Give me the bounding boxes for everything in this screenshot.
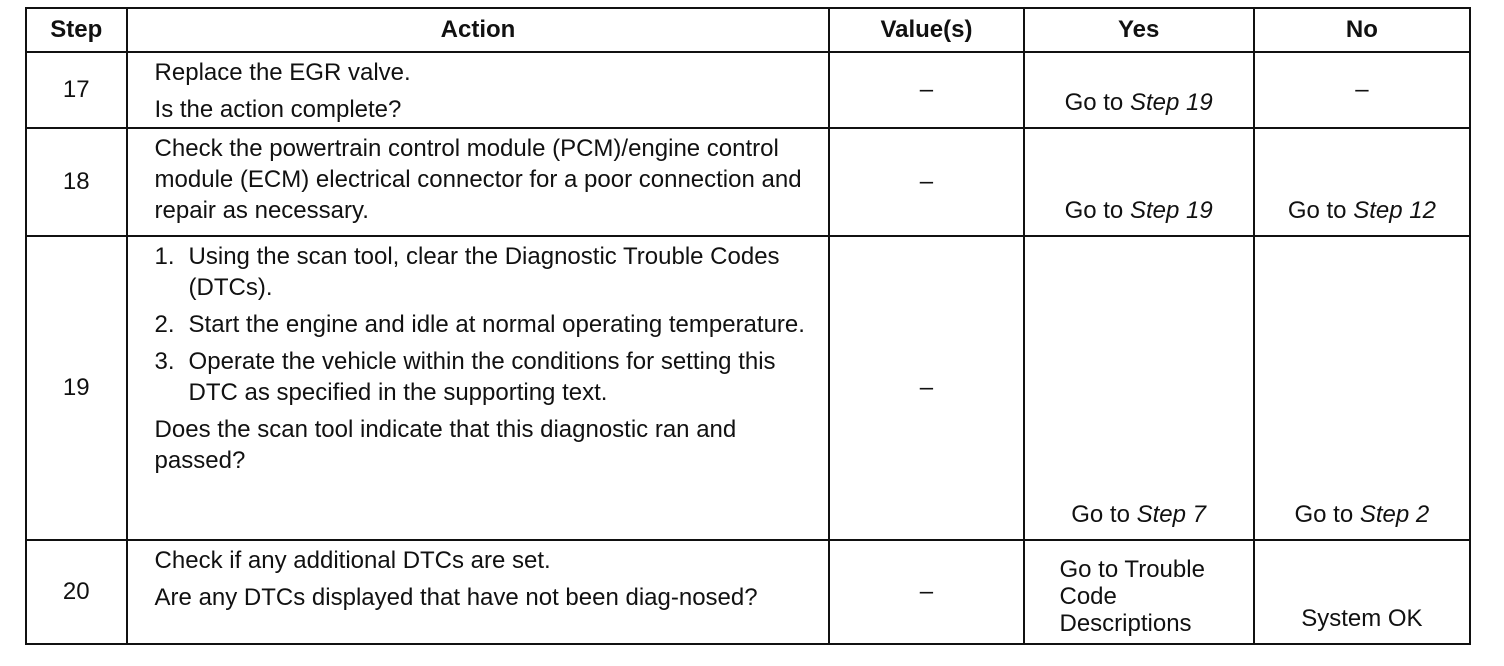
list-number: 3. bbox=[154, 348, 175, 375]
action-question: Does the scan tool indicate that this diagnostic ran and passed? bbox=[154, 416, 737, 474]
yes-cell[interactable] bbox=[1024, 540, 1254, 644]
table-row bbox=[26, 52, 1470, 128]
list-text: Using the scan tool, clear the Diagnostic Trouble Codes (DTCs). bbox=[188, 243, 780, 301]
table-row bbox=[26, 128, 1470, 236]
yes-step-link[interactable]: Step 19 bbox=[1129, 197, 1213, 224]
no-prefix: Go to bbox=[1287, 197, 1354, 224]
yes-cell bbox=[1024, 128, 1254, 236]
yes-prefix: Go to bbox=[1071, 501, 1137, 528]
header-yes: Yes bbox=[1024, 8, 1254, 52]
yes-line: Go to Trouble bbox=[1059, 556, 1205, 583]
action-steps-list bbox=[155, 241, 821, 408]
list-text: Operate the vehicle within the conditions for setting this DTC as specified in the supporting text. bbox=[188, 348, 776, 406]
action-line: Replace the EGR valve. bbox=[154, 59, 411, 86]
action-cell bbox=[127, 52, 830, 128]
no-step-link[interactable]: Step 2 bbox=[1359, 501, 1430, 528]
list-item bbox=[155, 346, 821, 408]
no-cell bbox=[1254, 128, 1470, 236]
value-cell: – bbox=[829, 540, 1023, 644]
action-line: Check if any additional DTCs are set. bbox=[154, 547, 551, 574]
yes-cell bbox=[1024, 52, 1254, 128]
value-cell: – bbox=[829, 52, 1023, 128]
header-values: Value(s) bbox=[829, 8, 1023, 52]
list-text: Start the engine and idle at normal operating temperature. bbox=[188, 311, 805, 338]
action-cell bbox=[127, 236, 830, 540]
yes-step-link[interactable]: Step 7 bbox=[1136, 501, 1207, 528]
diagnostic-table bbox=[25, 7, 1471, 645]
yes-prefix: Go to bbox=[1064, 197, 1130, 224]
action-line: Check the powertrain control module (PCM)/engine control module (ECM) electrical connector for a poor connection and repair as necessary. bbox=[154, 135, 802, 224]
header-action: Action bbox=[127, 8, 830, 52]
yes-step-link[interactable]: Step 19 bbox=[1129, 89, 1213, 116]
yes-prefix: Go to bbox=[1064, 89, 1130, 116]
step-number: 19 bbox=[26, 236, 127, 540]
action-cell bbox=[127, 540, 830, 644]
step-number: 18 bbox=[26, 128, 127, 236]
no-cell bbox=[1254, 236, 1470, 540]
list-number: 1. bbox=[154, 243, 175, 270]
list-item bbox=[155, 309, 821, 340]
no-step-link[interactable]: Step 12 bbox=[1353, 197, 1436, 224]
value-cell: – bbox=[829, 128, 1023, 236]
no-cell: – bbox=[1254, 52, 1470, 128]
value-cell: – bbox=[829, 236, 1023, 540]
list-number: 2. bbox=[154, 311, 175, 338]
action-question: Are any DTCs displayed that have not been diag-nosed? bbox=[154, 584, 758, 611]
header-row bbox=[26, 8, 1470, 52]
header-step: Step bbox=[26, 8, 127, 52]
yes-line: Code bbox=[1059, 583, 1117, 610]
yes-line: Descriptions bbox=[1059, 610, 1192, 637]
table-row bbox=[26, 540, 1470, 644]
yes-cell bbox=[1024, 236, 1254, 540]
table-row bbox=[26, 236, 1470, 540]
step-number: 17 bbox=[26, 52, 127, 128]
no-cell: System OK bbox=[1254, 540, 1470, 644]
header-no: No bbox=[1254, 8, 1470, 52]
action-cell bbox=[127, 128, 830, 236]
action-question: Is the action complete? bbox=[154, 96, 402, 123]
step-number: 20 bbox=[26, 540, 127, 644]
list-item bbox=[155, 241, 821, 303]
no-prefix: Go to bbox=[1294, 501, 1360, 528]
